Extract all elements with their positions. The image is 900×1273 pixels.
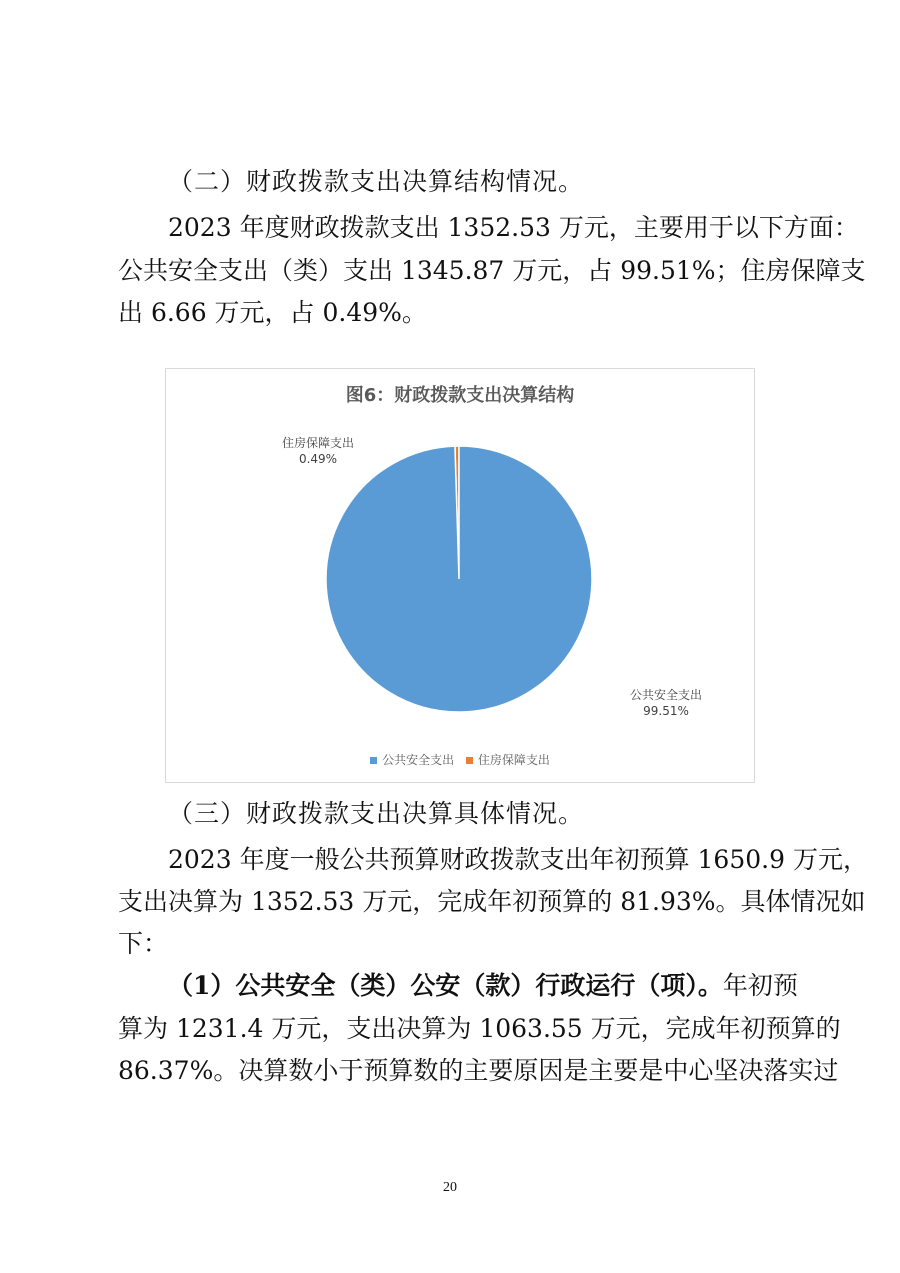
label-housing [248, 435, 388, 467]
item-1-line-3: 86.37%。决算数小于预算数的主要原因是主要是中心坚决落实过 [118, 1056, 839, 1085]
section-2-heading: （二）财政拨款支出决算结构情况。 [168, 167, 585, 196]
section-3-paragraph-line-3: 下： [118, 929, 169, 958]
section-2-paragraph-line-1: 2023 年度财政拨款支出 1352.53 万元，主要用于以下方面： [168, 213, 859, 242]
chart-title: 图6：财政拨款支出决算结构 [345, 385, 575, 406]
legend-item-public-safety [370, 751, 454, 768]
legend-item-housing [466, 751, 550, 768]
legend-swatch-housing [466, 757, 473, 764]
item-1-first-line [168, 971, 798, 1001]
section-2-paragraph-line-3: 出 6.66 万元，占 0.49%。 [118, 298, 427, 327]
legend-swatch-public-safety [370, 757, 377, 764]
item-1-line-2: 算为 1231.4 万元，支出决算为 1063.55 万元，完成年初预算的 [118, 1014, 841, 1043]
item-1-bold-heading: （1）公共安全（类）公安（款）行政运行（项）。 [168, 971, 723, 1000]
page-number: 20 [443, 1180, 457, 1195]
pie-chart [165, 368, 755, 783]
label-housing-name: 住房保障支出 [281, 436, 354, 450]
label-housing-value: 0.49% [298, 452, 338, 466]
chart-legend [166, 751, 754, 768]
legend-label-public-safety: 公共安全支出 [382, 753, 455, 767]
label-public-safety-name: 公共安全支出 [629, 688, 702, 702]
section-3-paragraph-line-1: 2023 年度一般公共预算财政拨款支出年初预算 1650.9 万元， [168, 845, 868, 874]
pie-slice-public-safety [326, 446, 592, 712]
section-3-paragraph-line-2: 支出决算为 1352.53 万元，完成年初预算的 81.93%。具体情况如 [118, 887, 866, 916]
legend-label-housing: 住房保障支出 [477, 753, 550, 767]
label-public-safety [596, 687, 736, 719]
section-3-heading: （三）财政拨款支出决算具体情况。 [168, 799, 585, 828]
section-2-paragraph-line-2: 公共安全支出（类）支出 1345.87 万元，占 99.51%；住房保障支 [118, 256, 866, 285]
label-public-safety-value: 99.51% [643, 704, 689, 718]
pie-svg [166, 369, 754, 782]
item-1-first-line-rest: 年初预 [722, 971, 798, 1000]
